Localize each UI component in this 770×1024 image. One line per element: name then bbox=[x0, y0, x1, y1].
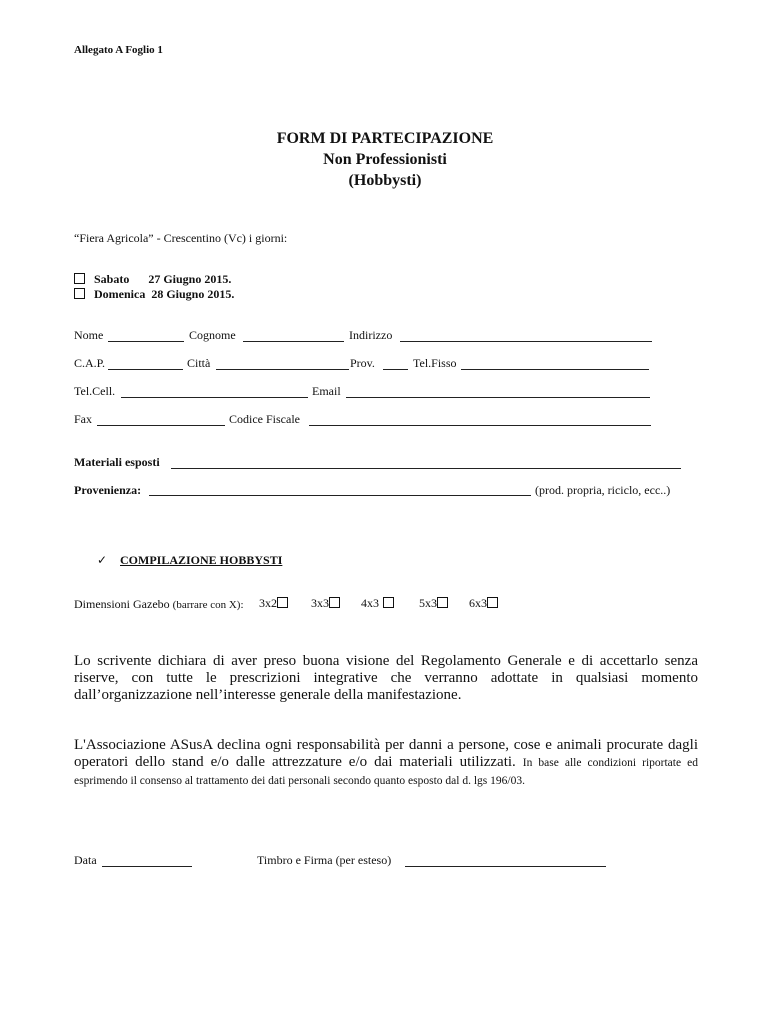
citta-field[interactable] bbox=[216, 369, 349, 370]
liability-text: L'Associazione ASusA declina ogni responsabilità per danni a persone, cose e animali procurate dagli operatori dello stand e/o dalle attrezzature e/o dai materiali utilizzati. bbox=[74, 737, 698, 770]
sunday-checkbox[interactable] bbox=[74, 288, 85, 299]
gazebo-option-label: 3x3 bbox=[311, 596, 329, 610]
saturday-label: Sabato bbox=[94, 272, 130, 286]
cap-field[interactable] bbox=[108, 369, 183, 370]
form-title: FORM DI PARTECIPAZIONE bbox=[276, 130, 494, 147]
gazebo-hint: (barrare con X): bbox=[172, 599, 244, 611]
saturday-checkbox[interactable] bbox=[74, 273, 85, 284]
gazebo-option-6x3[interactable] bbox=[469, 596, 498, 611]
codice-fiscale-label: Codice Fiscale bbox=[229, 412, 300, 426]
provenienza-field[interactable] bbox=[149, 495, 531, 496]
provenienza-note: (prod. propria, riciclo, ecc..) bbox=[535, 483, 671, 497]
gazebo-option-3x2[interactable] bbox=[259, 596, 288, 611]
gazebo-option-5x3[interactable] bbox=[419, 596, 448, 611]
liability-paragraph bbox=[74, 737, 698, 790]
gazebo-option-label: 6x3 bbox=[469, 596, 487, 610]
date-field[interactable] bbox=[102, 866, 192, 867]
gazebo-option-label: 4x3 bbox=[361, 596, 379, 610]
materiali-label: Materiali esposti bbox=[74, 455, 160, 469]
citta-label: Città bbox=[187, 356, 211, 370]
tel-cell-field[interactable] bbox=[121, 397, 308, 398]
email-field[interactable] bbox=[346, 397, 650, 398]
gazebo-option-4x3[interactable] bbox=[361, 596, 394, 611]
day-option-sunday[interactable] bbox=[74, 287, 234, 302]
gazebo-4x3-checkbox[interactable] bbox=[383, 597, 394, 608]
sunday-date: 28 Giugno 2015. bbox=[151, 287, 235, 301]
gazebo-3x3-checkbox[interactable] bbox=[329, 597, 340, 608]
indirizzo-field[interactable] bbox=[400, 341, 652, 342]
section-title: COMPILAZIONE HOBBYSTI bbox=[120, 553, 283, 567]
fax-field[interactable] bbox=[97, 425, 225, 426]
indirizzo-label: Indirizzo bbox=[349, 328, 393, 342]
fax-label: Fax bbox=[74, 412, 92, 426]
gazebo-label: Dimensioni Gazebo bbox=[74, 597, 170, 611]
cap-label: C.A.P. bbox=[74, 356, 106, 370]
day-option-saturday[interactable] bbox=[74, 272, 231, 287]
check-mark-icon: ✓ bbox=[97, 553, 108, 567]
prov-label: Prov. bbox=[350, 356, 375, 370]
declaration-paragraph: Lo scrivente dichiara di aver preso buona visione del Regolamento Generale e di accettarlo senza riserve, con tutte le prescrizioni integrative che verranno adottate in qualsiasi momento dall’organizzazione nell’interesse generale della manifestazione. bbox=[74, 653, 698, 703]
event-intro: “Fiera Agricola” - Crescentino (Vc) i giorni: bbox=[74, 231, 288, 245]
gazebo-option-label: 5x3 bbox=[419, 596, 437, 610]
saturday-date: 27 Giugno 2015. bbox=[148, 272, 232, 286]
cognome-label: Cognome bbox=[189, 328, 236, 342]
gazebo-option-3x3[interactable] bbox=[311, 596, 340, 611]
materiali-field[interactable] bbox=[171, 468, 681, 469]
date-label: Data bbox=[74, 853, 97, 867]
nome-field[interactable] bbox=[108, 341, 184, 342]
tel-fisso-label: Tel.Fisso bbox=[413, 356, 457, 370]
nome-label: Nome bbox=[74, 328, 104, 342]
privacy-consent-text: In base alle condizioni riportate ed esprimendo il consenso al trattamento dei dati personali secondo quanto esposto dal d. lgs 196/03. bbox=[74, 757, 698, 787]
tel-fisso-field[interactable] bbox=[461, 369, 649, 370]
gazebo-option-label: 3x2 bbox=[259, 596, 277, 610]
gazebo-6x3-checkbox[interactable] bbox=[487, 597, 498, 608]
stamp-signature-label: Timbro e Firma (per esteso) bbox=[257, 853, 392, 867]
signature-field[interactable] bbox=[405, 866, 606, 867]
form-subtitle-category: (Hobbysti) bbox=[348, 172, 422, 189]
sunday-label: Domenica bbox=[94, 287, 146, 301]
prov-field[interactable] bbox=[383, 369, 408, 370]
gazebo-5x3-checkbox[interactable] bbox=[437, 597, 448, 608]
tel-cell-label: Tel.Cell. bbox=[74, 384, 116, 398]
cognome-field[interactable] bbox=[243, 341, 344, 342]
provenienza-label: Provenienza: bbox=[74, 483, 142, 497]
email-label: Email bbox=[312, 384, 341, 398]
gazebo-3x2-checkbox[interactable] bbox=[277, 597, 288, 608]
form-subtitle: Non Professionisti bbox=[323, 151, 447, 168]
codice-fiscale-field[interactable] bbox=[309, 425, 651, 426]
gazebo-row bbox=[74, 597, 244, 612]
attachment-label: Allegato A Foglio 1 bbox=[74, 44, 163, 56]
